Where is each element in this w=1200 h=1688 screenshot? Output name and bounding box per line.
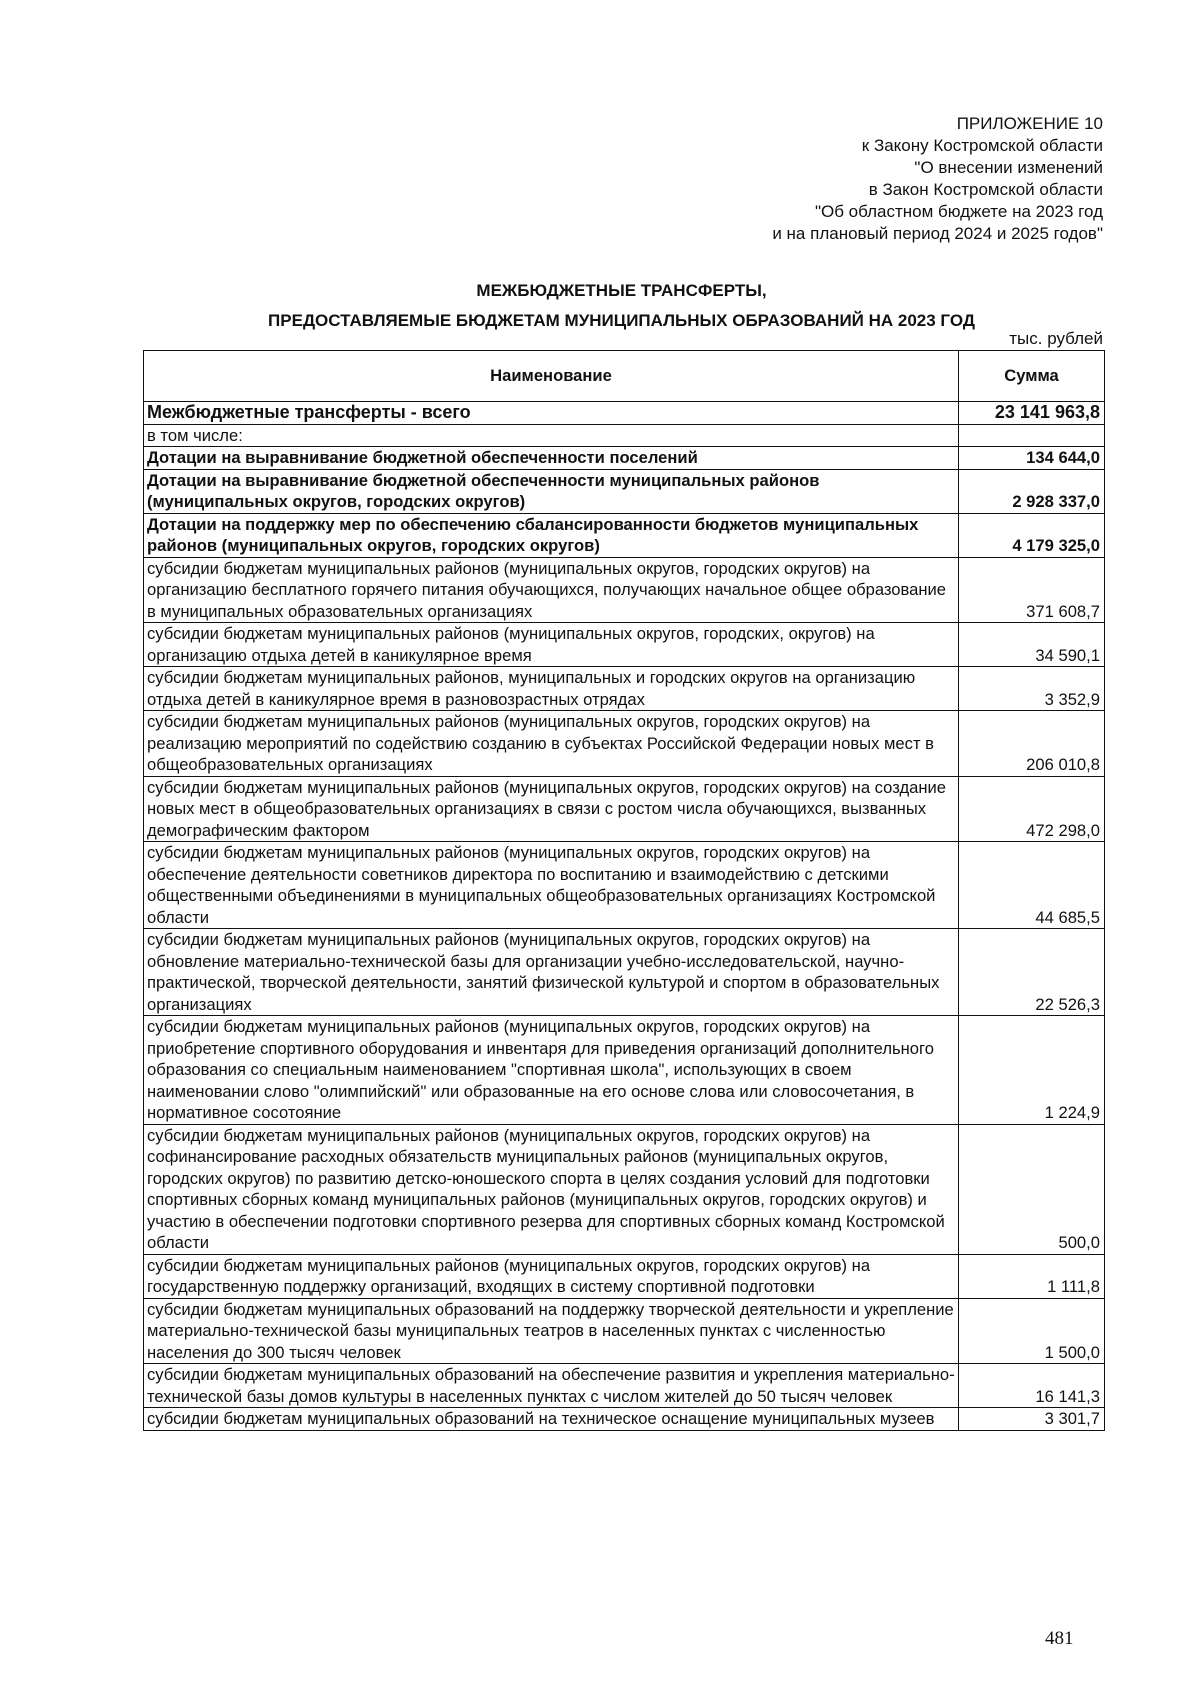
row-name: субсидии бюджетам муниципальных районов (муниципальных округов, городских округов) на обновление материально-технической базы для организации учебно-исследовательской, научно-практической, творческой деятельности, занятий физической культурой и спортом в образовательных организациях <box>144 929 959 1016</box>
row-name: субсидии бюджетам муниципальных образований на техническое оснащение муниципальных музеев <box>144 1408 959 1431</box>
row-name: субсидии бюджетам муниципальных районов (муниципальных округов, городских округов) на приобретение спортивного оборудования и инвентаря для приведения организаций дополнительного образования со специальным наименованием "спортивная школа", использующих в своем наименовании слово "олимпийский" или образованные на его основе слова или словосочетания, в нормативное сосотояние <box>144 1016 959 1125</box>
row-name: Дотации на выравнивание бюджетной обеспеченности муниципальных районов (муниципальных округов, городских округов) <box>144 469 959 513</box>
appendix-line: ПРИЛОЖЕНИЕ 10 <box>956 114 1103 133</box>
table-row <box>144 557 1105 623</box>
row-name: субсидии бюджетам муниципальных районов (муниципальных округов, городских округов) на государственную поддержку организаций, входящих в систему спортивной подготовки <box>144 1254 959 1298</box>
row-amount: 16 141,3 <box>959 1364 1105 1408</box>
table-row <box>144 469 1105 513</box>
table-row <box>144 1254 1105 1298</box>
row-name: субсидии бюджетам муниципальных образований на обеспечение развития и укрепления материально-технической базы домов культуры в населенных пунктах с числом жителей до 50 тысяч человек <box>144 1364 959 1408</box>
row-amount <box>959 424 1105 447</box>
row-amount: 4 179 325,0 <box>959 513 1105 557</box>
row-amount: 23 141 963,8 <box>959 402 1105 425</box>
table-row <box>144 842 1105 929</box>
appendix-line: "О внесении изменений <box>914 158 1103 177</box>
table-header-row <box>144 351 1105 402</box>
table-row <box>144 667 1105 711</box>
row-name: Межбюджетные трансферты - всего <box>144 402 959 425</box>
table-row <box>144 1364 1105 1408</box>
row-amount: 1 500,0 <box>959 1298 1105 1364</box>
table-row <box>144 513 1105 557</box>
row-amount: 1 224,9 <box>959 1016 1105 1125</box>
row-amount: 371 608,7 <box>959 557 1105 623</box>
row-amount: 1 111,8 <box>959 1254 1105 1298</box>
row-amount: 500,0 <box>959 1124 1105 1254</box>
row-name: субсидии бюджетам муниципальных районов (муниципальных округов, городских, округов) на организацию отдыха детей в каникулярное время <box>144 623 959 667</box>
table-row-total <box>144 402 1105 425</box>
table-row <box>144 929 1105 1016</box>
row-name: субсидии бюджетам муниципальных районов, муниципальных и городских округов на организацию отдыха детей в каникулярное время в разновозрастных отрядах <box>144 667 959 711</box>
document-title <box>143 276 1100 336</box>
table-row <box>144 447 1105 470</box>
row-amount: 472 298,0 <box>959 776 1105 842</box>
appendix-line: "Об областном бюджете на 2023 год <box>814 202 1103 221</box>
appendix-line: и на плановый период 2024 и 2025 годов" <box>772 224 1103 243</box>
table-row <box>144 1016 1105 1125</box>
row-name: субсидии бюджетам муниципальных образований на поддержку творческой деятельности и укрепление материально-технической базы муниципальных театров в населенных пунктах с численностью населения до 300 тысяч человек <box>144 1298 959 1364</box>
row-name: Дотации на выравнивание бюджетной обеспеченности поселений <box>144 447 959 470</box>
row-name: субсидии бюджетам муниципальных районов (муниципальных округов, городских округов) на софинансирование расходных обязательств муниципальных районов (муниципальных округов, городских округов) по развитию детско-юношеского спорта в целях создания условий для подготовки спортивных сборных команд муниципальных районов (муниципальных округов, городских округов) и участию в обеспечении подготовки спортивного резерва для спортивных сборных команд Костромской области <box>144 1124 959 1254</box>
table-row <box>144 1298 1105 1364</box>
document-title-line-1: МЕЖБЮДЖЕТНЫЕ ТРАНСФЕРТЫ, <box>476 281 767 300</box>
row-amount: 2 928 337,0 <box>959 469 1105 513</box>
table-row <box>144 623 1105 667</box>
table-row <box>144 776 1105 842</box>
table-row <box>144 1408 1105 1431</box>
row-name: субсидии бюджетам муниципальных районов (муниципальных округов, городских округов) на создание новых мест в общеобразовательных организациях в связи с ростом числа обучающихся, вызванных демографическим фактором <box>144 776 959 842</box>
page-number: 481 <box>1045 1628 1074 1649</box>
row-amount: 3 301,7 <box>959 1408 1105 1431</box>
row-name: субсидии бюджетам муниципальных районов (муниципальных округов, городских округов) на реализацию мероприятий по содействию созданию в субъектах Российской Федерации новых мест в общеобразовательных организациях <box>144 711 959 777</box>
row-amount: 3 352,9 <box>959 667 1105 711</box>
row-name: в том числе: <box>144 424 959 447</box>
appendix-line: к Закону Костромской области <box>861 136 1103 155</box>
document-title-line-2: ПРЕДОСТАВЛЯЕМЫЕ БЮДЖЕТАМ МУНИЦИПАЛЬНЫХ ОБРАЗОВАНИЙ НА 2023 ГОД <box>268 311 975 330</box>
row-amount: 44 685,5 <box>959 842 1105 929</box>
column-header-amount: Сумма <box>959 351 1105 402</box>
table-row <box>144 1124 1105 1254</box>
table-row <box>144 424 1105 447</box>
row-name: субсидии бюджетам муниципальных районов (муниципальных округов, городских округов) на обеспечение деятельности советников директора по воспитанию и взаимодействию с детскими общественными объединениями в муниципальных общеобразовательных организациях Костромской области <box>144 842 959 929</box>
column-header-name: Наименование <box>144 351 959 402</box>
row-amount: 134 644,0 <box>959 447 1105 470</box>
row-name: субсидии бюджетам муниципальных районов (муниципальных округов, городских округов) на организацию бесплатного горячего питания обучающихся, получающих начальное общее образование в муниципальных образовательных организациях <box>144 557 959 623</box>
appendix-line: в Закон Костромской области <box>868 180 1103 199</box>
row-amount: 34 590,1 <box>959 623 1105 667</box>
table-row <box>144 711 1105 777</box>
units-label: тыс. рублей <box>1009 329 1103 348</box>
appendix-header <box>583 113 1103 245</box>
row-amount: 22 526,3 <box>959 929 1105 1016</box>
transfers-table <box>143 350 1105 1431</box>
row-amount: 206 010,8 <box>959 711 1105 777</box>
row-name: Дотации на поддержку мер по обеспечению сбалансированности бюджетов муниципальных районов (муниципальных округов, городских округов) <box>144 513 959 557</box>
